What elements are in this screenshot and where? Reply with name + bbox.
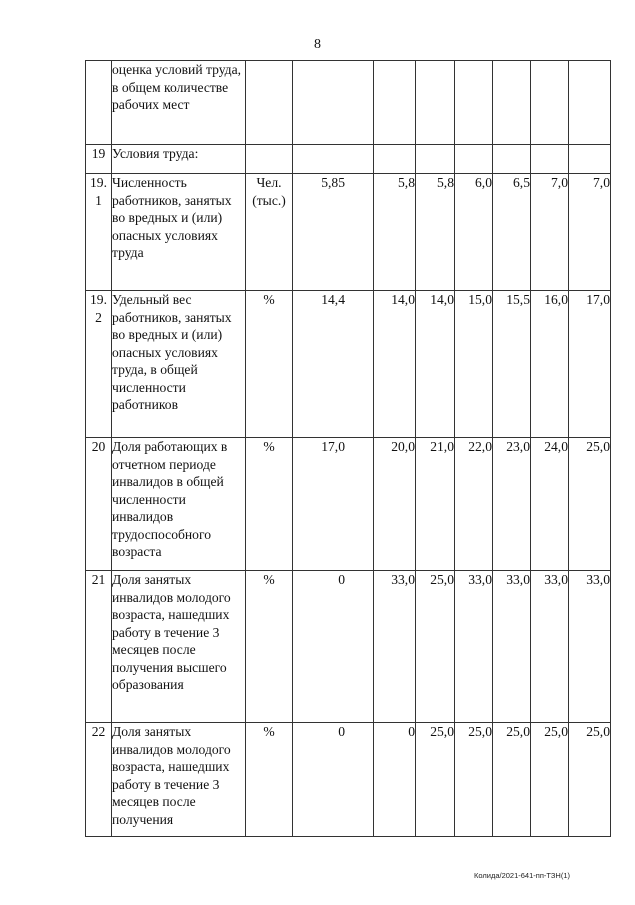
value-cell: 7,0 [531,174,569,291]
value-cell [416,145,455,174]
value-cell [493,61,531,145]
value-cell: 17,0 [293,438,374,571]
value-cell: 25,0 [455,723,493,837]
unit-cell: % [246,438,293,571]
value-cell: 5,8 [374,174,416,291]
value-cell: 5,8 [416,174,455,291]
value-cell: 33,0 [569,571,611,723]
value-cell: 24,0 [531,438,569,571]
value-cell [455,61,493,145]
value-cell: 16,0 [531,291,569,438]
unit-cell: % [246,571,293,723]
value-cell: 20,0 [374,438,416,571]
value-cell [493,145,531,174]
table-row [86,291,611,438]
unit-cell: % [246,723,293,837]
document-code: Колида/2021-641-пп-ТЗН(1) [474,871,570,880]
table-row [86,145,611,174]
value-cell: 25,0 [531,723,569,837]
value-cell: 33,0 [531,571,569,723]
value-cell [293,145,374,174]
value-cell: 15,0 [455,291,493,438]
value-cell: 33,0 [374,571,416,723]
value-cell: 33,0 [455,571,493,723]
value-cell [293,61,374,145]
value-cell [455,145,493,174]
value-cell: 0 [374,723,416,837]
row-number: 20 [86,438,112,571]
unit-cell: % [246,291,293,438]
table-row [86,174,611,291]
value-cell: 25,0 [569,438,611,571]
table-row [86,723,611,837]
value-cell [374,145,416,174]
value-cell: 17,0 [569,291,611,438]
value-cell: 21,0 [416,438,455,571]
row-number: 19 [86,145,112,174]
row-number: 21 [86,571,112,723]
value-cell: 23,0 [493,438,531,571]
value-cell: 15,5 [493,291,531,438]
indicators-table [85,60,611,837]
value-cell: 25,0 [569,723,611,837]
value-cell: 14,0 [374,291,416,438]
indicator-name: Удельный вес работников, занятых во вредных и (или) опасных условиях труда, в общей численности работников [112,291,246,438]
value-cell: 14,0 [416,291,455,438]
indicator-name: оценка условий труда, в общем количестве рабочих мест [112,61,246,145]
value-cell [531,61,569,145]
table-row [86,571,611,723]
value-cell [569,61,611,145]
row-number: 22 [86,723,112,837]
value-cell: 33,0 [493,571,531,723]
value-cell: 6,0 [455,174,493,291]
value-cell [531,145,569,174]
indicator-name: Условия труда: [112,145,246,174]
indicator-name: Доля занятых инвалидов молодого возраста, нашедших работу в течение 3 месяцев после получения высшего образования [112,571,246,723]
unit-cell [246,61,293,145]
page-number: 8 [314,37,321,52]
row-number: 19. 1 [86,174,112,291]
row-number: 19. 2 [86,291,112,438]
value-cell: 6,5 [493,174,531,291]
indicator-name: Доля работающих в отчетном периоде инвалидов в общей численности инвалидов трудоспособного возраста [112,438,246,571]
table-row [86,438,611,571]
value-cell: 7,0 [569,174,611,291]
value-cell [374,61,416,145]
unit-cell: Чел. (тыс.) [246,174,293,291]
unit-cell [246,145,293,174]
indicator-name: Численность работников, занятых во вредных и (или) опасных условиях труда [112,174,246,291]
value-cell [569,145,611,174]
value-cell: 25,0 [416,571,455,723]
value-cell: 0 [293,723,374,837]
row-number [86,61,112,145]
value-cell [416,61,455,145]
value-cell: 14,4 [293,291,374,438]
value-cell: 25,0 [416,723,455,837]
value-cell: 22,0 [455,438,493,571]
value-cell: 0 [293,571,374,723]
value-cell: 25,0 [493,723,531,837]
value-cell: 5,85 [293,174,374,291]
indicator-name: Доля занятых инвалидов молодого возраста, нашедших работу в течение 3 месяцев после получения [112,723,246,837]
table-row [86,61,611,145]
